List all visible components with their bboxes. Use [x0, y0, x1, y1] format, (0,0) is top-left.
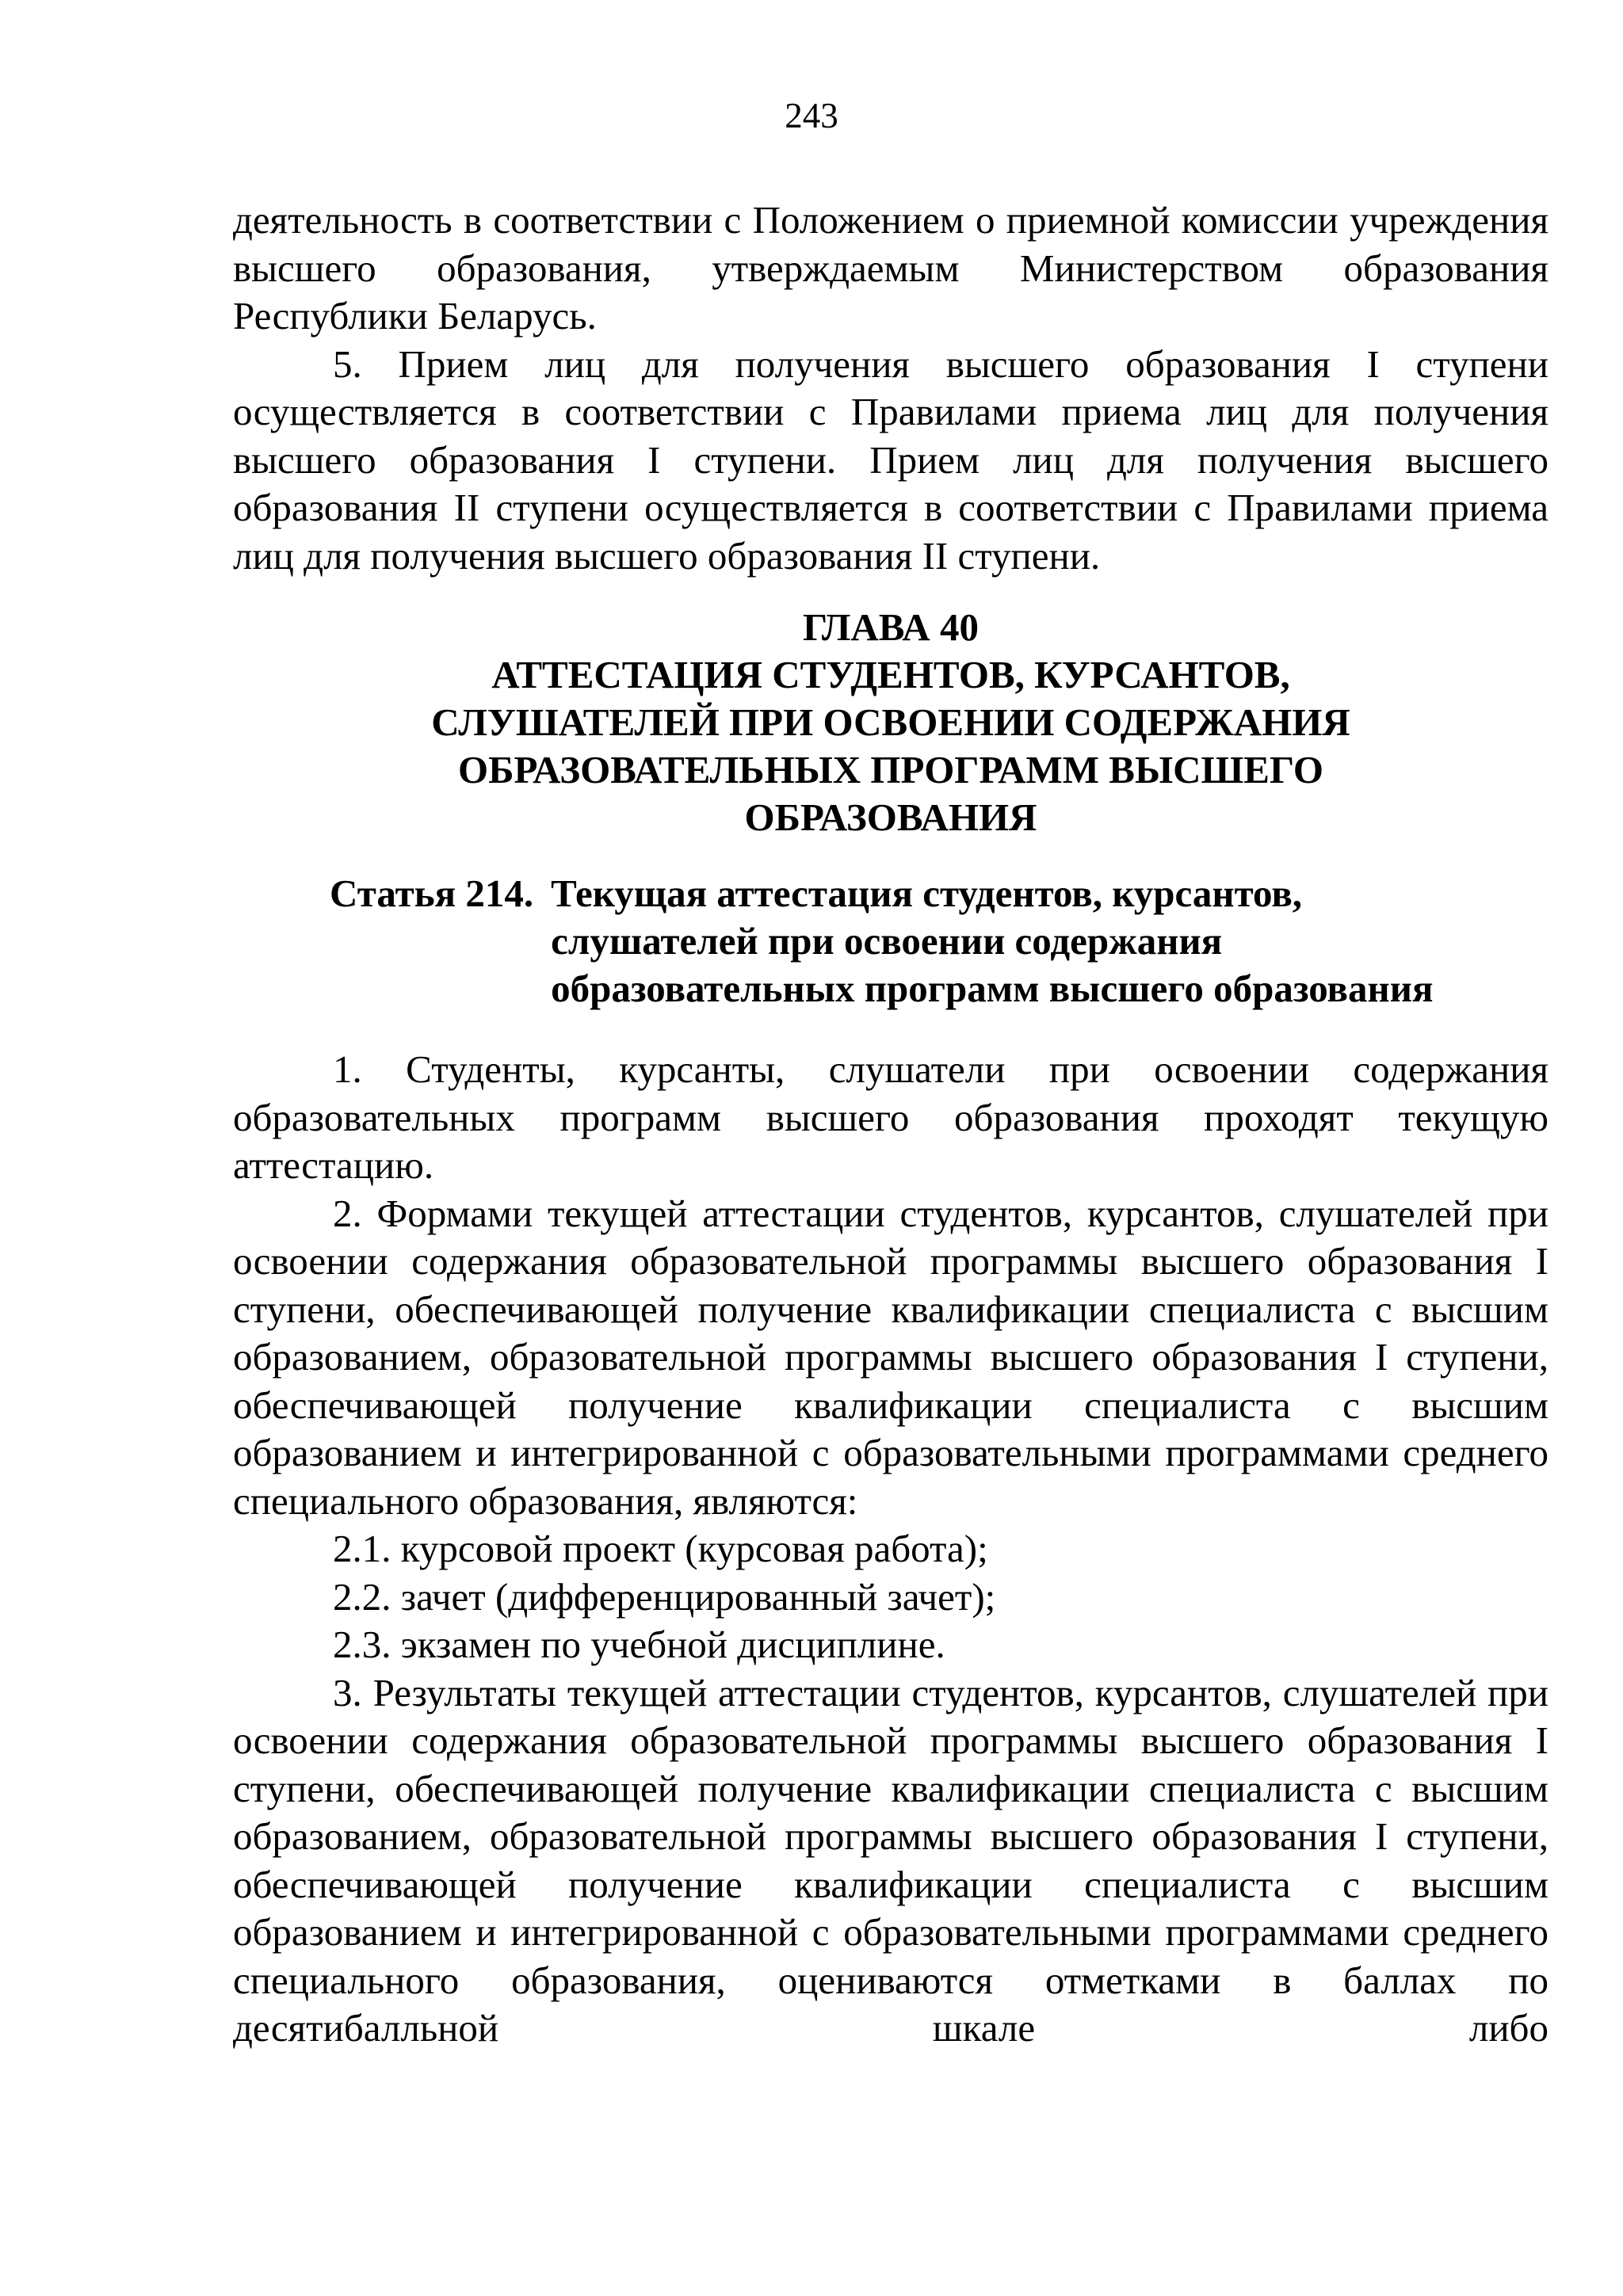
article-heading [330, 870, 1566, 1013]
article-body [233, 1046, 1549, 2053]
article-paragraph-2: 2. Формами текущей аттестации студентов, курсантов, слушателей при освоении содержания образовательной программы высшего образования I ступени, обеспечивающей получение квалификации специалиста с высшим образованием, образовательной программы высшего образования I ступени, обеспечивающей получение квалификации специалиста с высшим образованием и интегрированной с образовательными программами среднего специального образования, являются: [233, 1191, 1549, 1523]
intro-section [233, 196, 1549, 580]
chapter-number: ГЛАВА 40 [803, 605, 979, 649]
article-title-line-2: слушателей при освоении содержания [551, 919, 1223, 963]
article-paragraph-3: 3. Результаты текущей аттестации студентов, курсантов, слушателей при освоении содержания образовательной программы высшего образования I ступени, обеспечивающей получение квалификации специалиста с высшим образованием, образовательной программы высшего образования I ступени, обеспечивающей получение квалификации специалиста с высшим образованием и интегрированной с образовательными программами среднего специального образования, оцениваются отметками в баллах по десятибалльной шкале либо [233, 1670, 1549, 2050]
chapter-title-line-4: ОБРАЗОВАНИЯ [744, 795, 1037, 839]
chapter-title-line-1: АТТЕСТАЦИЯ СТУДЕНТОВ, КУРСАНТОВ, [491, 653, 1290, 696]
article-title-line-3: образовательных программ высшего образования [551, 967, 1434, 1010]
chapter-heading [233, 604, 1549, 841]
list-item-2-1: 2.1. курсовой проект (курсовая работа); [333, 1527, 988, 1570]
intro-paragraph-continuation: деятельность в соответствии с Положением о приемной комиссии учреждения высшего образования, утверждаемым Министерством образования Республики Беларусь. [233, 198, 1549, 338]
page-number: 243 [785, 96, 838, 135]
intro-paragraph-5: 5. Прием лиц для получения высшего образования I ступени осуществляется в соответствии с Правилами приема лиц для получения высшего образования I ступени. Прием лиц для получения высшего образования II ступени осуществляется в соответствии с Правилами приема лиц для получения высшего образования II ступени. [233, 341, 1549, 578]
list-item-2-3: 2.3. экзамен по учебной дисциплине. [333, 1623, 945, 1666]
article-title [533, 870, 1433, 1013]
article-number: Статья 214. [330, 871, 534, 915]
article-paragraph-1: 1. Студенты, курсанты, слушатели при освоении содержания образовательных программ высшего образования проходят текущую аттестацию. [233, 1047, 1549, 1187]
list-item-2-2: 2.2. зачет (дифференцированный зачет); [333, 1574, 996, 1619]
article-title-line-1: Текущая аттестация студентов, курсантов, [551, 871, 1303, 915]
chapter-title-line-3: ОБРАЗОВАТЕЛЬНЫХ ПРОГРАММ ВЫСШЕГО [457, 748, 1324, 791]
chapter-title-line-2: СЛУШАТЕЛЕЙ ПРИ ОСВОЕНИИ СОДЕРЖАНИЯ [431, 700, 1350, 744]
